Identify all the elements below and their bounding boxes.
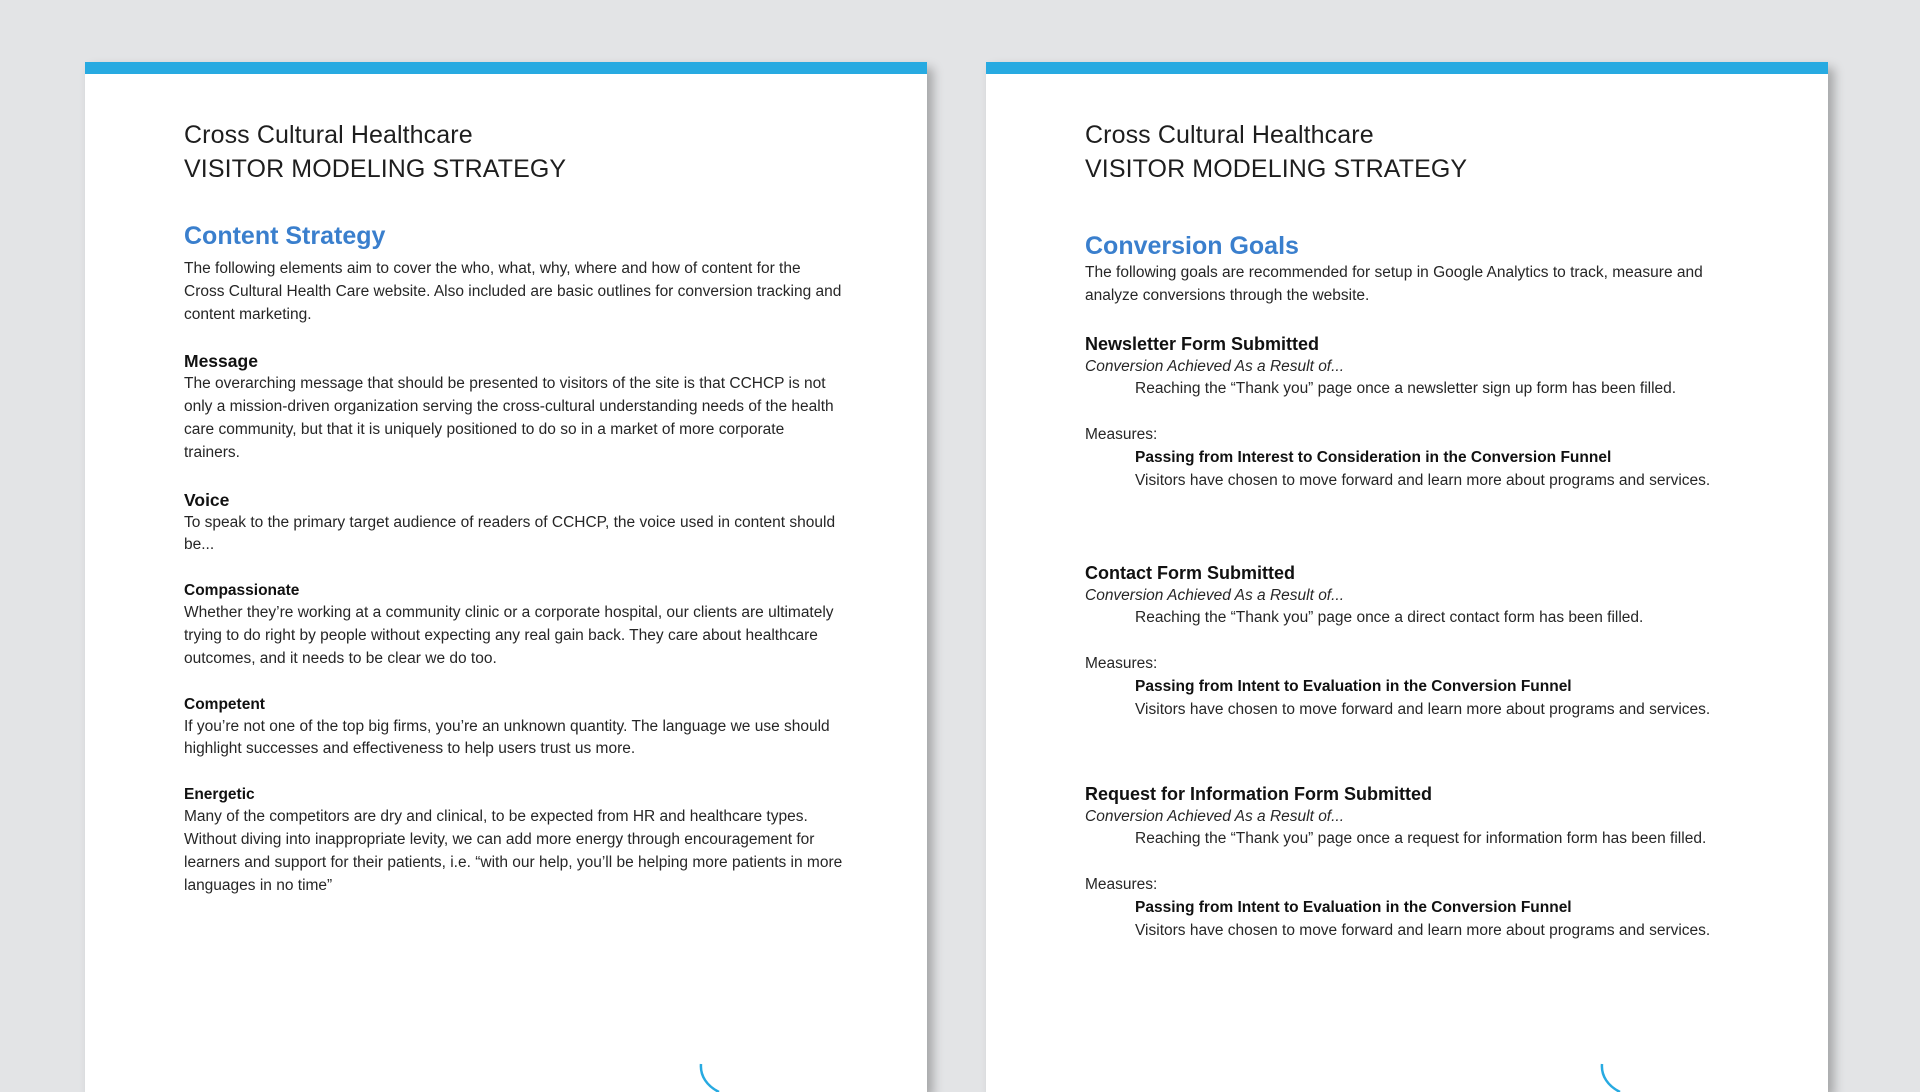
logo-swoosh-icon: [697, 1062, 727, 1092]
voice-heading: Voice: [184, 489, 230, 510]
message-heading: Message: [184, 351, 258, 372]
measure-title: Passing from Intent to Evaluation in the Conversion Funnel: [1135, 677, 1572, 695]
section-heading: Content Strategy: [184, 222, 386, 250]
achieved-label: Conversion Achieved As a Result of...: [1085, 807, 1345, 825]
goal-title: Request for Information Form Submitted: [1085, 783, 1433, 804]
trait-heading: Competent: [184, 695, 265, 713]
document-page-content-strategy: [85, 62, 927, 1092]
page-content: [184, 118, 844, 897]
measure-text: Visitors have chosen to move forward and learn more about programs and services.: [1135, 700, 1711, 718]
conversion-goal: [1085, 782, 1745, 943]
measure-text: Visitors have chosen to move forward and learn more about programs and services.: [1135, 471, 1711, 489]
org-name: Cross Cultural Healthcare: [1085, 121, 1374, 149]
trait-heading: Energetic: [184, 786, 255, 804]
measures-label: Measures:: [1085, 655, 1158, 673]
conversion-goal: [1085, 332, 1745, 493]
document-title: VISITOR MODELING STRATEGY: [1085, 155, 1468, 183]
achieved-text: Reaching the “Thank you” page once a newsletter sign up form has been filled.: [1135, 380, 1677, 398]
page-top-accent-bar: [986, 62, 1828, 74]
intro-paragraph: The following elements aim to cover the who, what, why, where and how of content for the Cross Cultural Health Care website. Also included are basic outlines for conversion tracking and content marketing.: [184, 260, 842, 323]
trait-paragraph: If you’re not one of the top big firms, you’re an unknown quantity. The language we use should highlight successes and effectiveness to help users trust us more.: [184, 717, 830, 758]
measure-text: Visitors have chosen to move forward and learn more about programs and services.: [1135, 921, 1711, 939]
voice-paragraph: To speak to the primary target audience of readers of CCHCP, the voice used in content should be...: [184, 513, 836, 554]
measures-label: Measures:: [1085, 426, 1158, 444]
measures-label: Measures:: [1085, 876, 1158, 894]
trait-heading: Compassionate: [184, 582, 300, 600]
goal-title: Newsletter Form Submitted: [1085, 333, 1320, 354]
measure-title: Passing from Interest to Consideration in the Conversion Funnel: [1135, 448, 1612, 466]
conversion-goal: [1085, 561, 1745, 722]
org-name: Cross Cultural Healthcare: [184, 121, 473, 149]
message-paragraph: The overarching message that should be presented to visitors of the site is that CCHCP is not only a mission-driven organization serving the cross-cultural understanding needs of the health care community, but that it is uniquely positioned to do so in a market of more corporate trainers.: [184, 375, 834, 461]
page-top-accent-bar: [85, 62, 927, 74]
achieved-text: Reaching the “Thank you” page once a direct contact form has been filled.: [1135, 609, 1644, 627]
goal-title: Contact Form Submitted: [1085, 562, 1295, 583]
achieved-text: Reaching the “Thank you” page once a request for information form has been filled.: [1135, 830, 1707, 848]
trait-paragraph: Whether they’re working at a community clinic or a corporate hospital, our clients are ultimately trying to do right by people without expecting any real gain back. They care about healthcare outcomes, and it needs to be clear we do too.: [184, 604, 834, 667]
document-page-conversion-goals: [986, 62, 1828, 1092]
trait-paragraph: Many of the competitors are dry and clinical, to be expected from HR and healthcare types. Without diving into inappropriate levity, we can add more energy through encouragement for learners and support for their patients, i.e. “with our help, you’ll be helping more patients in more languages in no time”: [184, 808, 843, 894]
measure-title: Passing from Intent to Evaluation in the Conversion Funnel: [1135, 898, 1572, 916]
achieved-label: Conversion Achieved As a Result of...: [1085, 586, 1345, 604]
achieved-label: Conversion Achieved As a Result of...: [1085, 357, 1345, 375]
document-title: VISITOR MODELING STRATEGY: [184, 155, 567, 183]
page-content: [1085, 118, 1745, 943]
intro-paragraph: The following goals are recommended for setup in Google Analytics to track, measure and analyze conversions through the website.: [1085, 264, 1703, 304]
section-heading: Conversion Goals: [1085, 232, 1299, 260]
logo-swoosh-icon: [1598, 1062, 1628, 1092]
